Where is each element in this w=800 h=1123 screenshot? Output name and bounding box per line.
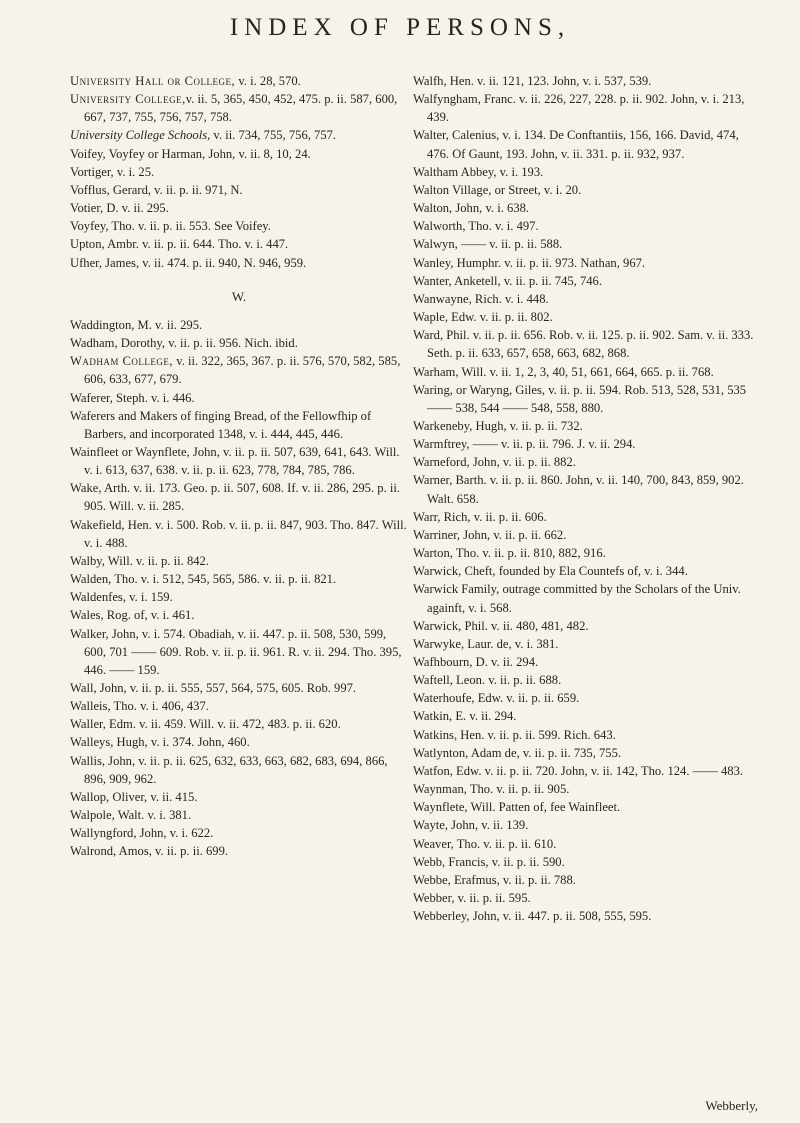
entry-references: v. ii. 295.: [118, 201, 169, 216]
entry-references: v. i. 344.: [641, 564, 688, 579]
entry-name: Ward, Phil.: [413, 328, 470, 343]
entry-references: v. ii. 1, 2, 3, 40, 51, 661, 664, 665. p. ii. 768.: [486, 364, 714, 379]
index-entry: [413, 871, 758, 889]
entry-name: Wall, John,: [70, 681, 127, 695]
index-entry: [70, 570, 408, 588]
entry-references: v. ii. p. ii. 590.: [488, 854, 565, 869]
entry-name: Vortiger,: [70, 164, 114, 179]
index-entry: [70, 788, 408, 806]
entry-name: Walworth, Tho.: [413, 219, 492, 234]
entry-references: v. ii. p. ii. 860. John, v. ii. 140, 700, 843, 859, 902. Walt. 658.: [427, 473, 744, 506]
entry-references: v. ii. p. ii. 745, 746.: [500, 273, 603, 288]
entry-references: v. ii. p. ii. 507, 639, 641, 643. Will. v. i. 613, 637, 638. v. ii. p. ii. 623, 778, 784, 785, 786.: [84, 444, 400, 478]
entry-references: v. ii. p. ii. 659.: [503, 691, 580, 706]
index-entry: [70, 733, 408, 751]
index-entry: [413, 181, 758, 199]
entry-references: v. i. 406, 437.: [136, 699, 209, 714]
entry-name: Waterhoufe, Edw.: [413, 691, 504, 706]
entry-references: v. i. 574. Obadiah, v. ii. 447. p. ii. 508, 530, 599, 600, 701 —— 609. Rob. v. ii. p. ii. 961. R. v. ii. 294. Tho. 395, 446. —— 159.: [84, 626, 402, 677]
index-entry: [413, 744, 758, 762]
index-entry: [413, 453, 758, 471]
entry-name: Waferer, Steph.: [70, 390, 148, 405]
index-entry: [413, 199, 758, 217]
index-entry: [70, 389, 408, 407]
entry-name: Walleys, Hugh,: [70, 735, 148, 750]
entry-references: v. ii. p. ii. 688.: [485, 673, 562, 688]
index-entry: [413, 254, 758, 272]
index-entry: [413, 580, 758, 616]
entry-name: Warham, Will.: [413, 364, 487, 379]
entry-name: Walwyn, ——: [413, 237, 487, 252]
entry-name: Wadham, Dorothy,: [70, 336, 166, 351]
entry-references: v. ii. 295.: [151, 317, 203, 332]
index-entry: [70, 588, 408, 606]
entry-references: v. i. 448.: [501, 291, 549, 306]
index-entry: [70, 715, 408, 733]
entry-references: v. i. 20.: [540, 182, 582, 197]
entry-name: Voifey, Voyfey or Harman, John,: [70, 146, 236, 161]
index-entry: [413, 635, 758, 653]
entry-references: v. i. 622.: [166, 826, 214, 841]
entry-name: Warner, Barth.: [413, 473, 487, 488]
entry-references: v. i. 25.: [113, 164, 155, 179]
entry-name: Waynman, Tho.: [413, 782, 494, 797]
index-entry: [70, 72, 408, 90]
entry-references: v. ii. 294.: [466, 709, 517, 724]
entry-references: v. ii. p. ii. 956. Nich. ibid.: [165, 336, 298, 351]
entry-name: Wadham College,: [70, 354, 174, 369]
index-entry: [70, 316, 408, 334]
entry-references: v. i. 193.: [496, 164, 544, 179]
index-entry: [413, 816, 758, 834]
entry-references: 1348, v. i. 444, 445, 446.: [214, 426, 344, 441]
entry-name: Webberley, John,: [413, 909, 500, 924]
index-entry: [413, 689, 758, 707]
entry-name: University College,: [70, 92, 186, 107]
entry-name: Votier, D.: [70, 201, 119, 216]
entry-references: v. ii. 415.: [147, 789, 198, 804]
catchword: Webberly,: [705, 1098, 758, 1113]
entry-name: Waltham Abbey,: [413, 164, 497, 179]
index-entry: [70, 752, 408, 788]
entry-name: Walby, Will.: [70, 553, 133, 568]
entry-references: v. ii. p. ii. 699.: [151, 844, 229, 859]
entry-name: Walfh, Hen.: [413, 74, 474, 88]
index-entry: [413, 417, 758, 435]
index-entry: [413, 526, 758, 544]
index-entry: [413, 381, 758, 417]
entry-name: Wallyngford, John,: [70, 826, 167, 841]
entry-references: v. ii. 734, 755, 756, 757.: [210, 128, 337, 143]
entry-references: v. ii. p. ii. 802.: [476, 310, 553, 325]
entry-references: v. ii. 226, 227, 228. p. ii. 902. John, v. i. 213, 439.: [427, 92, 745, 125]
entry-references: v. ii. 139.: [478, 818, 529, 833]
entry-name: Ufher, James,: [70, 255, 140, 270]
entry-references: v. ii. p. ii. 810, 882, 916.: [479, 546, 606, 561]
entry-references: v. ii. 480, 481, 482.: [487, 618, 589, 633]
index-entry: [70, 679, 408, 697]
entry-references: v. ii. p. ii. 735, 755.: [519, 745, 622, 760]
index-entry: [413, 762, 758, 780]
entry-references: v. i. 374. John, 460.: [147, 735, 250, 750]
entry-name: Waring, or Waryng, Giles,: [413, 382, 546, 397]
entry-name: Wales, Rog. of,: [70, 608, 148, 623]
index-entry: [70, 181, 408, 199]
index-entry: [70, 824, 408, 842]
entry-name: Watlynton, Adam de,: [413, 745, 520, 760]
index-entry: [413, 217, 758, 235]
entry-references: v. ii. p. ii. 973. Nathan, 967.: [501, 255, 646, 270]
entry-name: Wallop, Oliver,: [70, 789, 148, 804]
index-entry: [413, 471, 758, 507]
entry-references: v. ii. 8, 10, 24.: [235, 146, 311, 161]
index-entry: [413, 72, 758, 90]
index-entry: [413, 235, 758, 253]
index-entry: [413, 544, 758, 562]
index-entry: [70, 552, 408, 570]
entry-name: Warr, Rich,: [413, 509, 471, 524]
index-entry: [413, 562, 758, 580]
entry-references: v. ii. 294.: [487, 655, 539, 669]
entry-references: v. i. 568.: [465, 600, 512, 615]
entry-references: v. i. 381.: [511, 636, 559, 651]
index-entry: [413, 308, 758, 326]
entry-references: v. i. 381.: [144, 808, 192, 823]
index-entry: [70, 235, 408, 253]
index-entry: [70, 126, 408, 144]
entry-name: Walden, Tho.: [70, 572, 138, 587]
index-entry: [413, 798, 758, 816]
entry-name: Walleis, Tho.: [70, 699, 137, 714]
entry-references: v. ii. p. ii. 595.: [454, 891, 531, 906]
entry-name: Webber,: [413, 891, 455, 906]
entry-name: Warton, Tho.: [413, 546, 480, 561]
index-entry: [413, 435, 758, 453]
entry-references: v. ii. p. ii. 971, N.: [151, 182, 243, 197]
index-entry: [413, 671, 758, 689]
entry-references: v. ii. 173. Geo. p. ii. 507, 608. If. v. ii. 286, 295. p. ii. 905. Will. v. ii. 285.: [84, 481, 401, 514]
index-entry: [413, 272, 758, 290]
entry-name: Watfon, Edw.: [413, 763, 482, 778]
entry-name: Waferers and Makers of finging Bread, of the Fellowfhip of Barbers, and incorporated: [70, 408, 372, 441]
entry-name: Waddington, M.: [70, 317, 152, 332]
index-entry: [413, 163, 758, 181]
entry-name: Warwick Family, outrage committed by the Scholars of the Univ. againft,: [413, 582, 741, 615]
entry-name: Wakefield, Hen.: [70, 517, 152, 532]
left-column: [70, 72, 408, 861]
index-entry: [70, 606, 408, 624]
entry-references: v. ii. p. ii. 553. See Voifey.: [134, 219, 271, 234]
index-entry: [413, 889, 758, 907]
entry-name: Walrond, Amos,: [70, 844, 152, 859]
entry-references: Patten of, fee Wainfleet.: [495, 800, 621, 815]
entry-references: v. i. 446.: [147, 390, 195, 405]
index-entry: [70, 842, 408, 860]
entry-references: v. ii. p. ii. 720. John, v. ii. 142, Tho. 124. —— 483.: [481, 763, 744, 778]
page-header-title: INDEX OF PERSONS,: [229, 14, 571, 41]
entry-name: Webbe, Erafmus,: [413, 872, 500, 887]
entry-references: v. ii. p. ii. 625, 632, 633, 663, 682, 683, 694, 866, 896, 909, 962.: [84, 753, 388, 786]
entry-references: v. i. 28, 570.: [235, 74, 301, 88]
entry-references: v. ii. p. ii. 732.: [506, 418, 583, 433]
entry-references: v. ii. 322, 365, 367. p. ii. 576, 570, 582, 585, 606, 633, 677, 679.: [84, 354, 401, 387]
index-entry: [413, 653, 758, 671]
entry-references: v. ii. 459. Will. v. ii. 472, 483. p. ii. 620.: [135, 717, 341, 732]
index-entries-w-continued: [413, 72, 758, 925]
index-entry: [70, 516, 408, 552]
index-entry: [70, 407, 408, 443]
entry-name: Wafhbourn, D.: [413, 655, 488, 669]
entry-references: v. i. 500. Rob. v. ii. p. ii. 847, 903. Tho. 847. Will. v. i. 488.: [84, 517, 407, 550]
entry-name: Walker, John,: [70, 626, 139, 641]
entry-name: Warmftrey, ——: [413, 437, 498, 452]
entry-references: v. i. 638.: [482, 201, 530, 216]
entry-name: Warriner, John,: [413, 527, 491, 542]
index-entry: [413, 707, 758, 725]
index-entry: [70, 443, 408, 479]
index-entry: [413, 853, 758, 871]
index-entry: [70, 806, 408, 824]
entry-name: Warwyke, Laur. de,: [413, 636, 512, 651]
entry-references: v. i. 497.: [491, 219, 539, 234]
entry-references: v. ii. p. ii. 599. Rich. 643.: [484, 727, 616, 742]
entry-references: v. ii. p. ii. 555, 557, 564, 575, 605. Rob. 997.: [126, 681, 357, 695]
entry-name: Wanter, Anketell,: [413, 273, 501, 288]
right-column: [413, 72, 758, 925]
entry-references: v. ii. p. ii. 644. Tho. v. i. 447.: [138, 237, 289, 252]
entry-name: Warneford, John,: [413, 455, 500, 470]
entry-references: v. i. 159.: [125, 590, 173, 605]
index-entry: [413, 780, 758, 798]
index-entry: [413, 90, 758, 126]
entry-references: v. ii. p. ii. 656. Rob. v. ii. 125. p. ii. 902. Sam. v. ii. 333. Seth. p. ii. 633, 657, 658, 663, 682, 868.: [427, 328, 754, 361]
index-entries-u-v: [70, 72, 408, 272]
entry-name: Watkin, E.: [413, 709, 467, 724]
entry-name: Watkins, Hen.: [413, 727, 485, 742]
entry-name: Wayte, John,: [413, 818, 479, 833]
index-entry: [70, 479, 408, 515]
entry-name: Wake, Arth.: [70, 481, 131, 496]
entry-name: Walton Village, or Street,: [413, 182, 541, 197]
entry-references: v. ii. p. ii. 788.: [499, 872, 576, 887]
entry-name: Waller, Edm.: [70, 717, 136, 732]
index-entry: [413, 617, 758, 635]
index-entry: [70, 217, 408, 235]
entry-references: v. ii. p. ii. 882.: [499, 455, 576, 470]
index-entry: [70, 90, 408, 126]
entry-references: v. ii. p. ii. 662.: [490, 527, 567, 542]
index-entry: [70, 145, 408, 163]
entry-name: University Hall or College,: [70, 74, 236, 88]
index-entry: [70, 334, 408, 352]
entry-name: Walter, Calenius,: [413, 128, 500, 143]
index-entry: [70, 352, 408, 388]
entry-references: v. ii. p. ii. 610.: [480, 836, 557, 851]
entry-references: v. ii. p. ii. 606.: [470, 509, 547, 524]
index-entry: [413, 326, 758, 362]
index-entry: [70, 254, 408, 272]
index-entry: [413, 726, 758, 744]
entry-name: Weaver, Tho.: [413, 836, 481, 851]
entry-name: Warwick, Cheft, founded by Ela Countefs of,: [413, 564, 642, 579]
entry-references: v. ii. p. ii. 842.: [132, 553, 209, 568]
index-entry: [413, 363, 758, 381]
entry-name: Waftell, Leon.: [413, 673, 486, 688]
index-entry: [70, 697, 408, 715]
entry-name: Walfyngham, Franc.: [413, 92, 516, 107]
entry-references: v. ii. 121, 123. John, v. i. 537, 539.: [473, 74, 652, 88]
entry-name: Upton, Ambr.: [70, 237, 139, 252]
entry-references: v. ii. 447. p. ii. 508, 555, 595.: [499, 909, 652, 924]
index-entry: [413, 835, 758, 853]
entry-name: Webb, Francis,: [413, 854, 489, 869]
entry-name: Wanley, Humphr.: [413, 255, 502, 270]
index-entry: [413, 907, 758, 925]
entry-name: Wanwayne, Rich.: [413, 291, 502, 306]
entry-name: University College Schools,: [70, 128, 211, 143]
index-entry: [413, 508, 758, 526]
index-entry: [413, 126, 758, 162]
entry-name: Walpole, Walt.: [70, 808, 145, 823]
entry-name: Waynflete, Will.: [413, 800, 496, 815]
entry-name: Warwick, Phil.: [413, 618, 488, 633]
entry-name: Wallis, John,: [70, 753, 136, 768]
index-entry: [70, 163, 408, 181]
entry-name: Warkeneby, Hugh,: [413, 418, 507, 433]
entry-references: v. ii. p. ii. 594. Rob. 513, 528, 531, 535 —— 538, 544 —— 548, 558, 880.: [427, 382, 747, 415]
entry-references: v. ii. p. ii. 905.: [493, 782, 570, 797]
entry-references: v. i. 512, 545, 565, 586. v. ii. p. ii. 821.: [137, 572, 337, 587]
entry-references: v. ii. p. ii. 796. J. v. ii. 294.: [497, 437, 636, 452]
entry-name: Waldenfes,: [70, 590, 126, 605]
section-letter-w: W.: [231, 288, 247, 304]
entry-references: v. ii. 5, 365, 450, 452, 475. p. ii. 587, 600, 667, 737, 755, 756, 757, 758.: [84, 92, 398, 125]
entry-name: Waple, Edw.: [413, 310, 477, 325]
entry-name: Vofflus, Gerard,: [70, 182, 152, 197]
index-entry: [70, 199, 408, 217]
index-entry: [70, 625, 408, 679]
entry-name: Walton, John,: [413, 201, 483, 216]
entry-name: Voyfey, Tho.: [70, 219, 135, 234]
entry-references: v. i. 461.: [147, 608, 195, 623]
entry-references: v. i. 134. De Conftantiis, 156, 166. David, 474, 476. Of Gaunt, 193. John, v. ii. 331. p. ii. 932, 937.: [427, 128, 739, 161]
index-entries-w: [70, 316, 408, 861]
index-entry: [413, 290, 758, 308]
entry-name: Wainfleet or Waynflete, John,: [70, 444, 220, 459]
entry-references: v. ii. 474. p. ii. 940, N. 946, 959.: [139, 255, 307, 270]
entry-references: v. ii. p. ii. 588.: [486, 237, 563, 252]
